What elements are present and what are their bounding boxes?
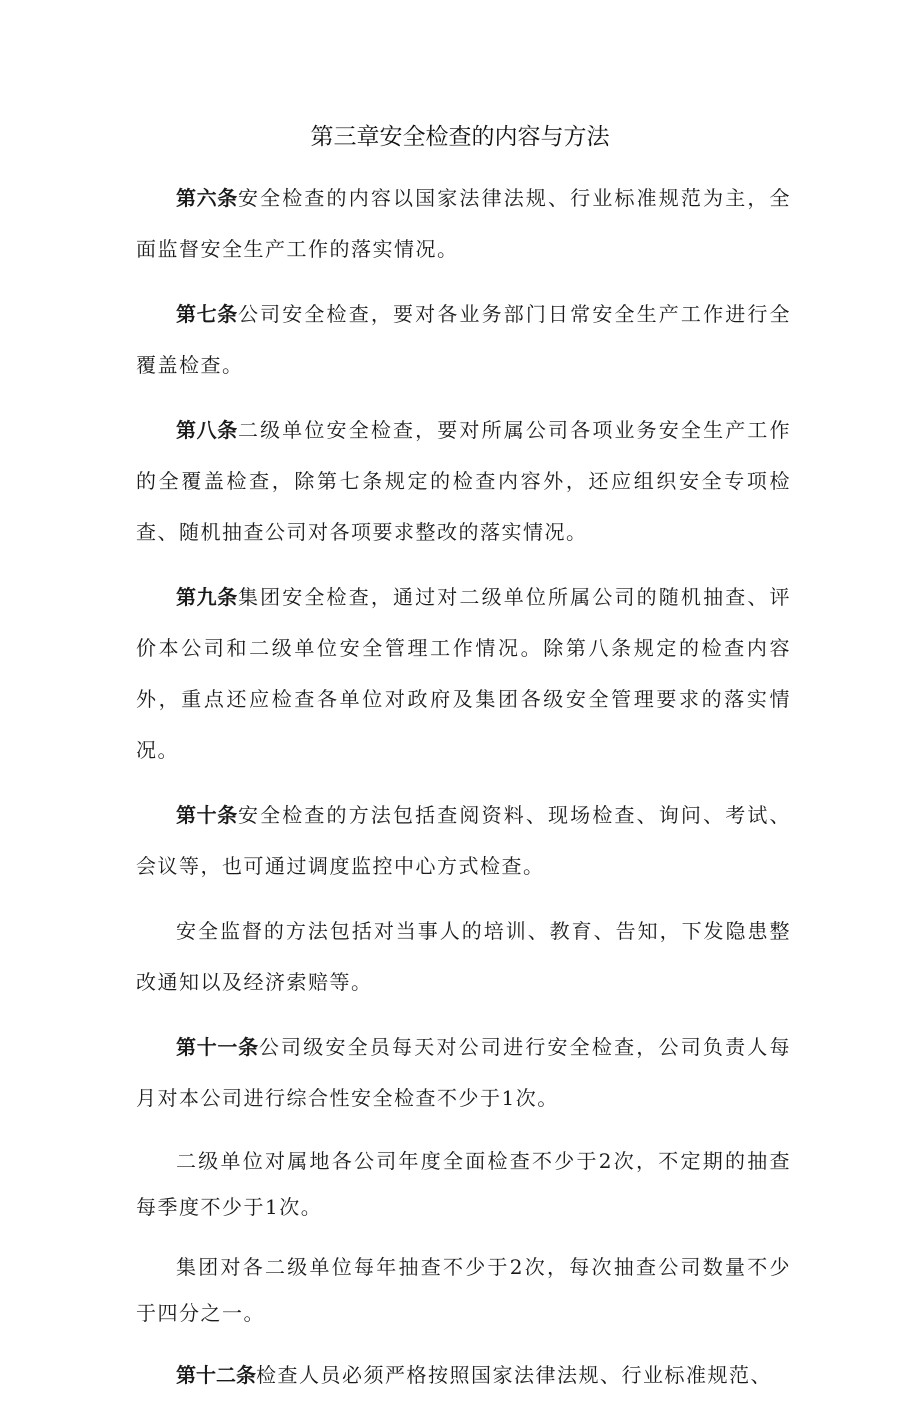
paragraph-article-11 — [136, 1022, 791, 1124]
article-label: 第六条 — [176, 186, 238, 210]
article-label: 第八条 — [176, 418, 238, 442]
article-label: 第九条 — [176, 585, 238, 609]
document-body — [136, 173, 791, 1415]
paragraph-text: 集团对各二级单位每年抽查不少于2次，每次抽查公司数量不少于四分之一。 — [136, 1255, 791, 1325]
paragraph-text: 安全监督的方法包括对当事人的培训、教育、告知，下发隐患整改通知以及经济索赔等。 — [136, 919, 791, 994]
paragraph-text: 公司安全检查，要对各业务部门日常安全生产工作进行全覆盖检查。 — [136, 302, 792, 377]
paragraph-text: 二级单位对属地各公司年度全面检查不少于2次，不定期的抽查每季度不少于1次。 — [136, 1149, 791, 1219]
paragraph-article-10 — [136, 790, 791, 892]
article-label: 第十二条 — [176, 1363, 256, 1387]
chapter-title: 第三章安全检查的内容与方法 — [310, 124, 610, 150]
article-label: 第十一条 — [176, 1035, 259, 1059]
paragraph-secondary-unit-checks — [136, 1138, 791, 1230]
paragraph-article-7 — [136, 289, 791, 391]
paragraph-article-6 — [136, 173, 791, 275]
paragraph-text: 安全检查的内容以国家法律法规、行业标准规范为主，全面监督安全生产工作的落实情况。 — [136, 186, 792, 261]
article-label: 第十条 — [176, 803, 238, 827]
paragraph-article-8 — [136, 405, 791, 558]
paragraph-text: 安全检查的方法包括查阅资料、现场检查、询问、考试、会议等，也可通过调度监控中心方式检查。 — [136, 803, 792, 878]
paragraph-text: 二级单位安全检查，要对所属公司各项业务安全生产工作的全覆盖检查，除第七条规定的检查内容外，还应组织安全专项检查、随机抽查公司对各项要求整改的落实情况。 — [136, 418, 792, 544]
paragraph-group-checks — [136, 1244, 791, 1336]
article-label: 第七条 — [176, 302, 238, 326]
paragraph-text: 集团安全检查，通过对二级单位所属公司的随机抽查、评价本公司和二级单位安全管理工作情况。除第八条规定的检查内容外，重点还应检查各单位对政府及集团各级安全管理要求的落实情况。 — [136, 585, 792, 762]
paragraph-text: 公司级安全员每天对公司进行安全检查，公司负责人每月对本公司进行综合性安全检查不少于1次。 — [136, 1035, 792, 1110]
paragraph-text: 检查人员必须严格按照国家法律法规、行业标准规范、 — [256, 1363, 772, 1387]
paragraph-supervision-methods — [136, 906, 791, 1008]
paragraph-article-12 — [136, 1350, 791, 1401]
paragraph-article-9 — [136, 572, 791, 776]
